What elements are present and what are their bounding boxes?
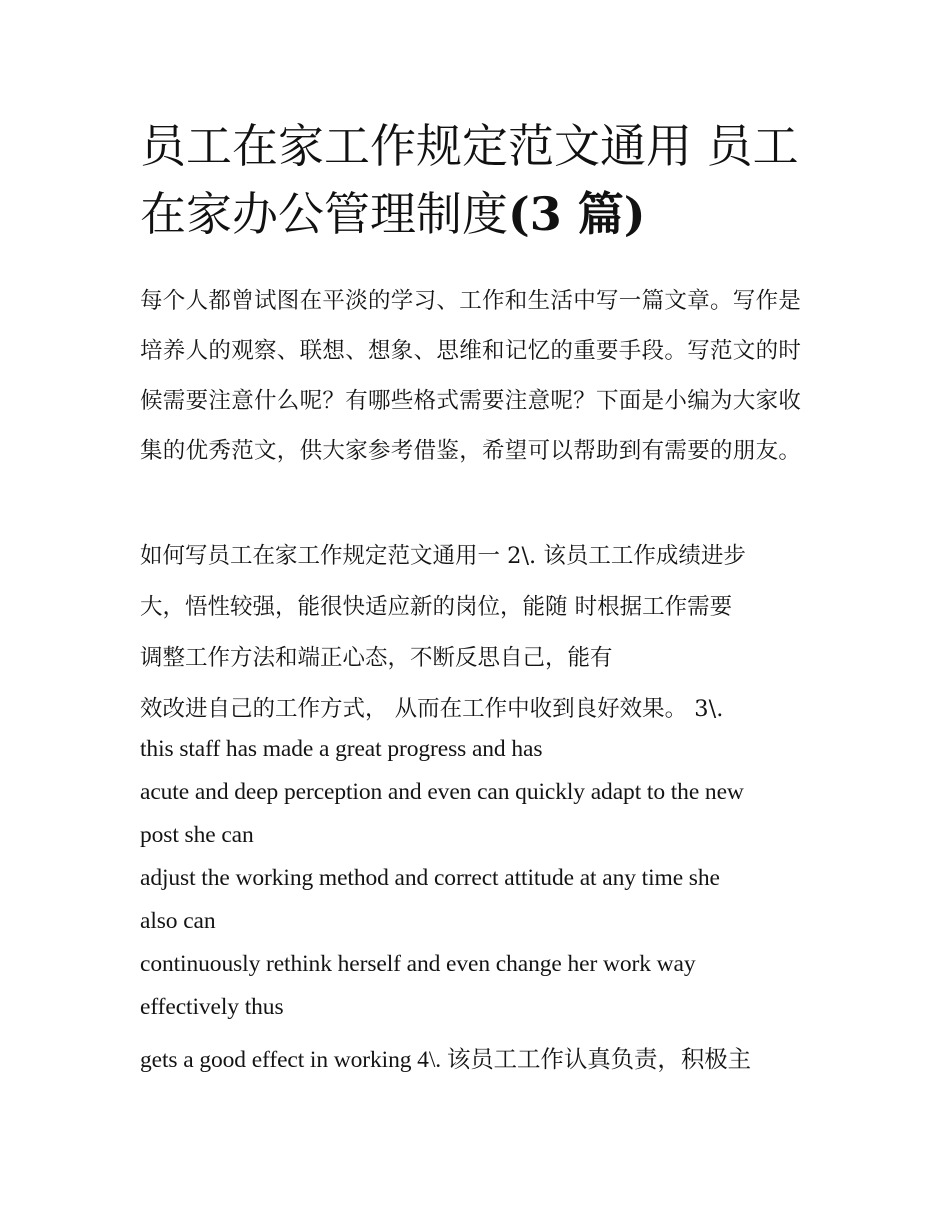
english-line-4: adjust the working method and correct attitude at any time she	[140, 865, 720, 891]
english-line-5: also can	[140, 908, 216, 934]
intro-paragraph: 每个人都曾试图在平淡的学习、工作和生活中写一篇文章。写作是培养人的观察、联想、想象、思维和记忆的重要手段。写范文的时候需要注意什么呢？有哪些格式需要注意呢？下面是小编为大家收集的优秀范文，供大家参考借鉴，希望可以帮助到有需要的朋友。	[140, 288, 802, 464]
title-text: 员工在家工作规定范文通用 员工在家办公管理制度	[140, 119, 799, 241]
english-line-7: effectively thus	[140, 994, 284, 1020]
body-line-2: 大，悟性较强，能很快适应新的岗位，能随 时根据工作需要	[140, 594, 733, 620]
english-line-3: post she can	[140, 822, 254, 848]
body-line-4: 效改进自己的工作方式， 从而在工作中收到良好效果。 3\.	[140, 696, 724, 722]
title-count: (3 篇)	[508, 187, 646, 241]
english-line-8: gets a good effect in working 4\. 该员工工作认真负责，积极主	[140, 1047, 752, 1073]
document-title	[140, 112, 820, 248]
english-line-6: continuously rethink herself and even change her work way	[140, 951, 696, 977]
english-line-2: acute and deep perception and even can quickly adapt to the new	[140, 779, 744, 805]
body-line-3: 调整工作方法和端正心态，不断反思自己，能有	[140, 645, 613, 671]
body-line-1: 如何写员工在家工作规定范文通用一 2\. 该员工工作成绩进步	[140, 543, 746, 569]
english-line-1: this staff has made a great progress and has	[140, 736, 543, 762]
